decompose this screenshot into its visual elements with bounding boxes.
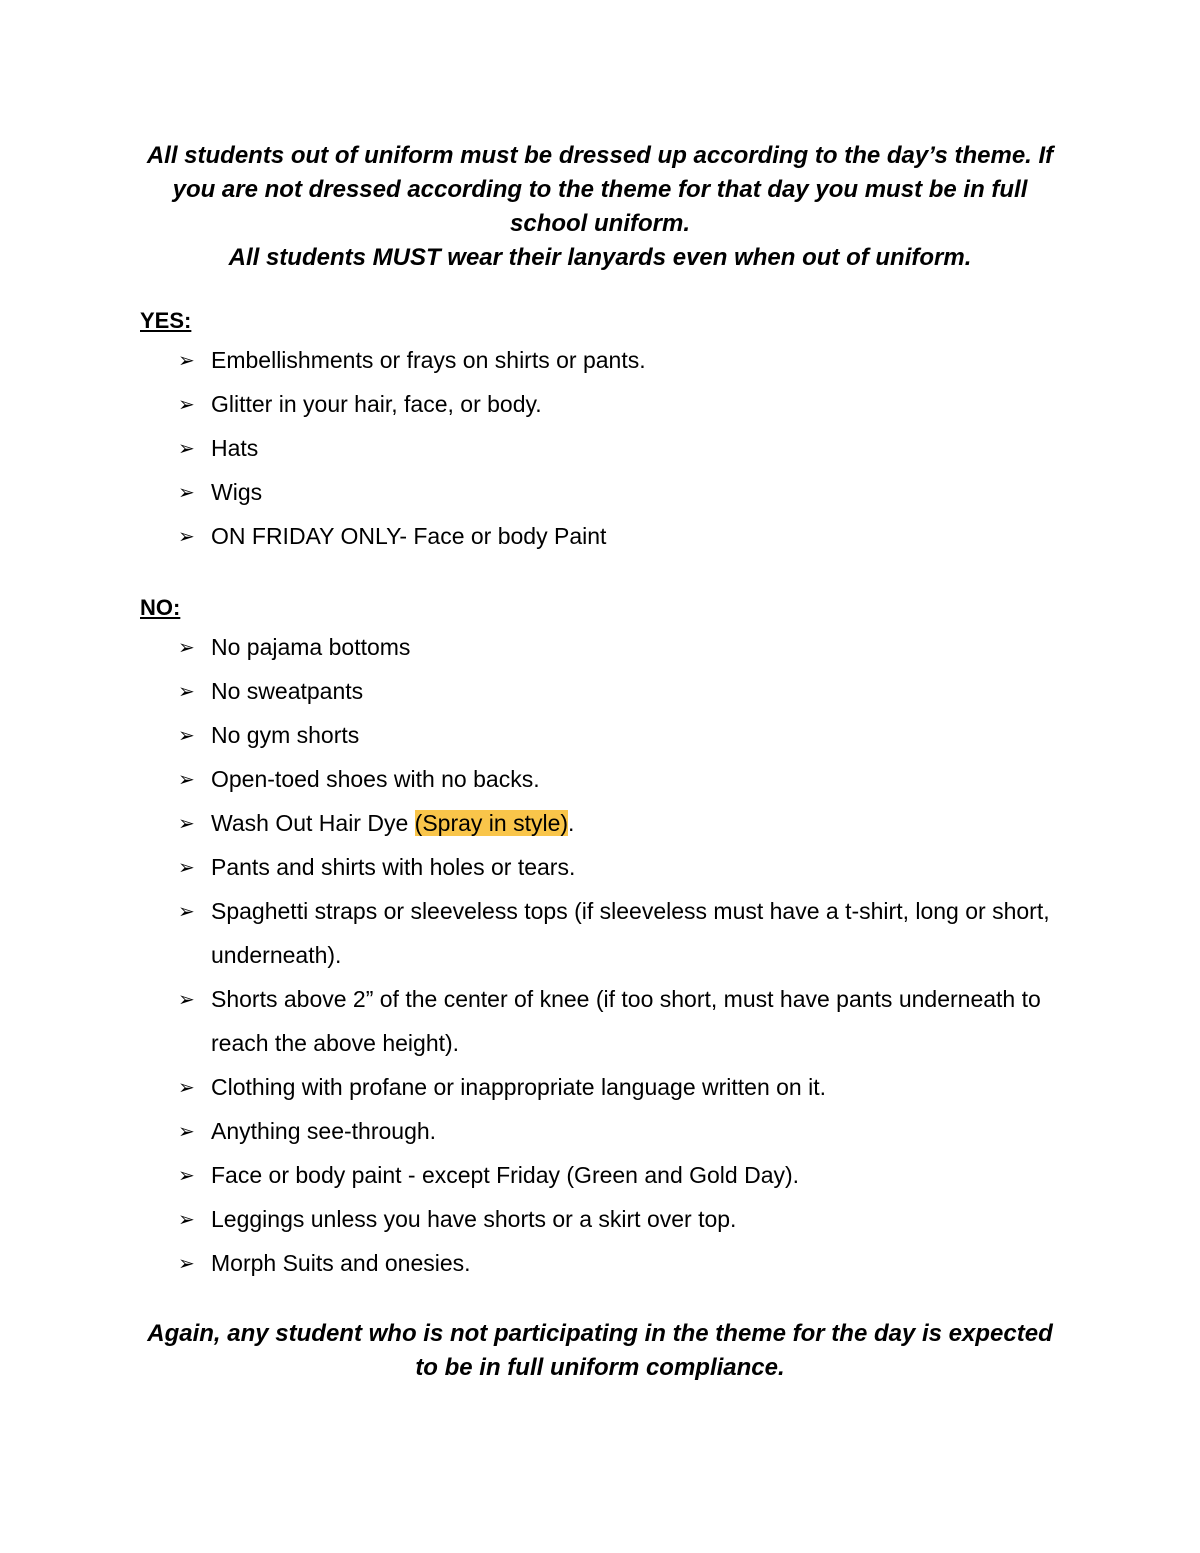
list-item (140, 514, 1080, 558)
list-item (140, 1109, 1080, 1153)
list-item-text: Open-toed shoes with no backs. (211, 766, 540, 792)
list-item (140, 625, 1080, 669)
list-item (140, 713, 1080, 757)
list-item-text: Hats (211, 435, 259, 461)
list-item (140, 1197, 1080, 1241)
list-item (140, 977, 1080, 1065)
arrow-bullet-icon: ➢ (178, 635, 195, 659)
list-item (140, 669, 1080, 713)
highlighted-text: (Spray in style) (414, 810, 569, 836)
lanyard-notice: All students MUST wear their lanyards even when out of uniform. (228, 244, 972, 271)
closing-paragraph: Again, any student who is not participating in the theme for the day is expected to be in full uniform compliance. (147, 1320, 1053, 1381)
list-item-text-end: . (568, 810, 575, 836)
list-item-text: Anything see-through. (211, 1118, 437, 1144)
arrow-bullet-icon: ➢ (178, 1119, 195, 1143)
list-item (140, 382, 1080, 426)
arrow-bullet-icon: ➢ (178, 811, 195, 835)
list-item (140, 1153, 1080, 1197)
arrow-bullet-icon: ➢ (178, 1163, 195, 1187)
list-item-text: No sweatpants (211, 678, 364, 704)
list-item-text: Morph Suits and onesies. (211, 1250, 471, 1276)
list-item (140, 845, 1080, 889)
list-item (140, 801, 1080, 845)
arrow-bullet-icon: ➢ (178, 767, 195, 791)
list-item (140, 1065, 1080, 1109)
list-item (140, 757, 1080, 801)
prohibited-list (140, 625, 1080, 1285)
list-item (140, 1241, 1080, 1285)
arrow-bullet-icon: ➢ (178, 723, 195, 747)
arrow-bullet-icon: ➢ (178, 392, 195, 416)
list-item-text: Glitter in your hair, face, or body. (211, 391, 542, 417)
list-item (140, 470, 1080, 514)
list-item-text: Pants and shirts with holes or tears. (211, 854, 576, 880)
arrow-bullet-icon: ➢ (178, 1075, 195, 1099)
list-item-text: Spaghetti straps or sleeveless tops (if sleeveless must have a t-shirt, long or short, underneath). (211, 898, 1050, 968)
arrow-bullet-icon: ➢ (178, 480, 195, 504)
list-item-text: No gym shorts (211, 722, 360, 748)
list-item-text: Embellishments or frays on shirts or pants. (211, 347, 646, 373)
allowed-list (140, 338, 1080, 558)
list-item-text: Shorts above 2” of the center of knee (if too short, must have pants underneath to reach the above height). (211, 986, 1041, 1056)
list-item-text: ON FRIDAY ONLY- Face or body Paint (211, 523, 607, 549)
arrow-bullet-icon: ➢ (178, 348, 195, 372)
prohibited-heading: NO: (140, 595, 181, 620)
list-item (140, 426, 1080, 470)
arrow-bullet-icon: ➢ (178, 899, 195, 923)
list-item-text: Face or body paint - except Friday (Green and Gold Day). (211, 1162, 800, 1188)
arrow-bullet-icon: ➢ (178, 1207, 195, 1231)
prohibited-section (140, 591, 1080, 1285)
arrow-bullet-icon: ➢ (178, 1251, 195, 1275)
closing-notice (140, 1317, 1060, 1385)
intro-notice (140, 139, 1060, 275)
arrow-bullet-icon: ➢ (178, 855, 195, 879)
arrow-bullet-icon: ➢ (178, 436, 195, 460)
list-item-text: Wash Out Hair Dye (211, 810, 415, 836)
list-item-text: Leggings unless you have shorts or a skirt over top. (211, 1206, 737, 1232)
list-item (140, 338, 1080, 382)
allowed-section (140, 304, 1080, 558)
arrow-bullet-icon: ➢ (178, 987, 195, 1011)
list-item (140, 889, 1080, 977)
arrow-bullet-icon: ➢ (178, 679, 195, 703)
list-item-text: Clothing with profane or inappropriate language written on it. (211, 1074, 826, 1100)
allowed-heading: YES: (140, 308, 192, 333)
list-item-text: No pajama bottoms (211, 634, 411, 660)
intro-paragraph: All students out of uniform must be dressed up according to the day’s theme. If you are not dressed according to the theme for that day you must be in full school uniform. (146, 142, 1054, 237)
list-item-text: Wigs (211, 479, 263, 505)
arrow-bullet-icon: ➢ (178, 524, 195, 548)
